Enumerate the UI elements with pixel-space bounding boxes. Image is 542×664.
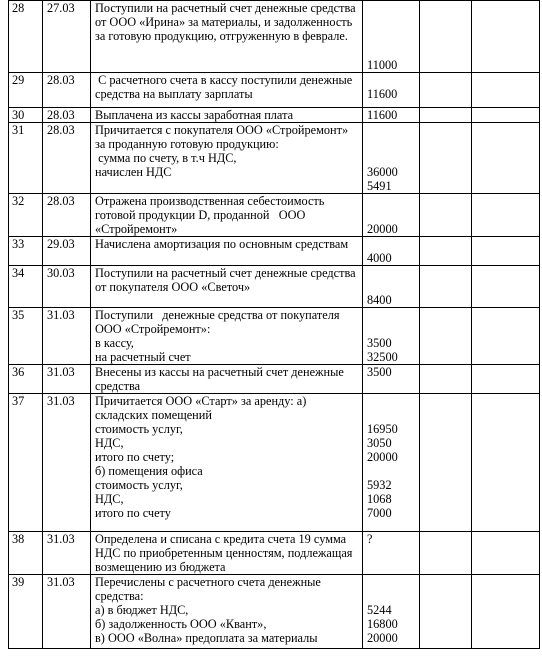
row-number: 28 (9, 1, 43, 73)
amount-line: 20000 (367, 450, 398, 464)
table-row (9, 532, 540, 575)
amount-line (367, 408, 417, 422)
amount-line: 3050 (367, 436, 392, 450)
row-date: 30.03 (43, 266, 91, 308)
row-number: 32 (9, 194, 43, 237)
description-line: Отражена производственная себестоимость готовой продукции D, проданной ООО «Стройремонт» (95, 194, 325, 236)
credit-account-cell[interactable] (472, 73, 540, 108)
row-amount (363, 108, 420, 123)
amount-line (367, 322, 417, 336)
row-number: 38 (9, 532, 43, 575)
description-line: Причитается ООО «Старт» за аренду: а) складских помещений (95, 394, 307, 422)
description-line: а) в бюджет НДС, (95, 603, 189, 617)
debit-account-cell[interactable] (420, 1, 472, 73)
row-date: 31.03 (43, 365, 91, 394)
description-line: Внесены из кассы на расчетный счет денежные средства (95, 365, 344, 393)
description-line: сумма по счету, в т.ч НДС, (95, 151, 237, 165)
description-line: Причитается с покупателя ООО «Стройремонт» за проданную готовую продукцию: (95, 123, 349, 151)
amount-line: 5932 (367, 478, 392, 492)
amount-line: 8400 (367, 293, 392, 307)
description-line: Поступили на расчетный счет денежные средства от покупателя ООО «Светоч» (95, 266, 356, 294)
amount-line: 4000 (367, 251, 392, 265)
description-line: Поступили на расчетный счет денежные средства от ООО «Ирина» за материалы, и задолженность за готовую продукцию, отгруженную в феврале. (95, 1, 356, 43)
row-number: 37 (9, 394, 43, 532)
row-description (91, 575, 363, 649)
debit-account-cell[interactable] (420, 394, 472, 532)
description-line: Выплачена из кассы заработная плата (95, 108, 294, 122)
row-description (91, 108, 363, 123)
debit-account-cell[interactable] (420, 365, 472, 394)
amount-line (367, 394, 417, 408)
row-amount (363, 123, 420, 194)
credit-account-cell[interactable] (472, 108, 540, 123)
table-row (9, 194, 540, 237)
row-amount (363, 394, 420, 532)
amount-line (367, 464, 417, 478)
row-number: 29 (9, 73, 43, 108)
description-line: НДС, (95, 436, 124, 450)
row-description (91, 237, 363, 266)
credit-account-cell[interactable] (472, 575, 540, 649)
row-date: 27.03 (43, 1, 91, 73)
row-number: 39 (9, 575, 43, 649)
description-line: б) задолженность ООО «Квант», (95, 617, 267, 631)
amount-line (367, 123, 417, 137)
amount-line (367, 575, 417, 589)
row-date: 31.03 (43, 575, 91, 649)
credit-account-cell[interactable] (472, 123, 540, 194)
row-date: 31.03 (43, 394, 91, 532)
row-number: 30 (9, 108, 43, 123)
description-line: б) помещения офиса (95, 464, 203, 478)
row-date: 29.03 (43, 237, 91, 266)
table-row (9, 575, 540, 649)
credit-account-cell[interactable] (472, 1, 540, 73)
description-line: Поступили денежные средства от покупателя ООО «Стройремонт»: (95, 308, 340, 336)
table-row (9, 108, 540, 123)
description-line: на расчетный счет (95, 350, 191, 364)
description-line: начислен НДС (95, 165, 172, 179)
row-description (91, 365, 363, 394)
row-description (91, 266, 363, 308)
table-row (9, 237, 540, 266)
amount-line: ? (367, 532, 373, 546)
table-row (9, 394, 540, 532)
debit-account-cell[interactable] (420, 532, 472, 575)
description-line: НДС, (95, 492, 124, 506)
row-date: 28.03 (43, 123, 91, 194)
debit-account-cell[interactable] (420, 108, 472, 123)
amount-line: 32500 (367, 350, 398, 364)
credit-account-cell[interactable] (472, 308, 540, 365)
amount-line (367, 73, 417, 87)
table-row (9, 308, 540, 365)
description-line: в кассу, (95, 336, 134, 350)
amount-line: 3500 (367, 365, 392, 379)
amount-line (367, 237, 417, 251)
amount-line: 3500 (367, 336, 392, 350)
amount-line: 36000 (367, 165, 398, 179)
row-description (91, 394, 363, 532)
journal-table (8, 0, 540, 649)
row-number: 33 (9, 237, 43, 266)
amount-line: 1068 (367, 492, 392, 506)
credit-account-cell[interactable] (472, 365, 540, 394)
description-line: Определена и списана с кредита счета 19 сумма НДС по приобретенным ценностям, подлежащая возмещению из бюджета (95, 532, 353, 574)
description-line: в) ООО «Волна» предоплата за материалы (95, 631, 318, 645)
debit-account-cell[interactable] (420, 575, 472, 649)
credit-account-cell[interactable] (472, 394, 540, 532)
table-row (9, 1, 540, 73)
amount-line: 16800 (367, 617, 398, 631)
description-line: С расчетного счета в кассу поступили денежные средства на выплату зарплаты (95, 73, 353, 101)
row-amount (363, 532, 420, 575)
row-amount (363, 1, 420, 73)
amount-line: 7000 (367, 506, 392, 520)
row-date: 31.03 (43, 308, 91, 365)
amount-line: 11600 (367, 87, 398, 101)
amount-line: 11000 (367, 58, 398, 72)
row-amount (363, 194, 420, 237)
row-description (91, 194, 363, 237)
amount-line (367, 137, 417, 151)
credit-account-cell[interactable] (472, 194, 540, 237)
debit-account-cell[interactable] (420, 194, 472, 237)
row-amount (363, 237, 420, 266)
description-line: Начислена амортизация по основным средствам (95, 237, 349, 251)
description-line: итого по счету; (95, 450, 175, 464)
debit-account-cell[interactable] (420, 237, 472, 266)
debit-account-cell[interactable] (420, 73, 472, 108)
row-number: 36 (9, 365, 43, 394)
row-number: 31 (9, 123, 43, 194)
amount-line (367, 308, 417, 322)
row-description (91, 73, 363, 108)
journal-rows (9, 1, 540, 649)
row-date: 28.03 (43, 73, 91, 108)
table-row (9, 266, 540, 308)
amount-line: 20000 (367, 631, 398, 645)
debit-account-cell[interactable] (420, 308, 472, 365)
credit-account-cell[interactable] (472, 237, 540, 266)
description-line: Перечислены с расчетного счета денежные средства: (95, 575, 321, 603)
row-description (91, 308, 363, 365)
amount-line (367, 589, 417, 603)
debit-account-cell[interactable] (420, 123, 472, 194)
row-description (91, 532, 363, 575)
row-description (91, 1, 363, 73)
row-amount (363, 365, 420, 394)
table-row (9, 73, 540, 108)
debit-account-cell[interactable] (420, 266, 472, 308)
row-number: 34 (9, 266, 43, 308)
row-number: 35 (9, 308, 43, 365)
row-amount (363, 73, 420, 108)
amount-line: 11600 (367, 108, 398, 122)
row-date: 28.03 (43, 108, 91, 123)
row-date: 31.03 (43, 532, 91, 575)
table-row (9, 365, 540, 394)
row-amount (363, 575, 420, 649)
credit-account-cell[interactable] (472, 266, 540, 308)
row-date: 28.03 (43, 194, 91, 237)
amount-line: 16950 (367, 422, 398, 436)
amount-line (367, 151, 417, 165)
row-amount (363, 308, 420, 365)
amount-line: 5244 (367, 603, 392, 617)
credit-account-cell[interactable] (472, 532, 540, 575)
row-description (91, 123, 363, 194)
amount-line: 20000 (367, 222, 398, 236)
description-line: итого по счету (95, 506, 171, 520)
table-row (9, 123, 540, 194)
description-line: стоимость услуг, (95, 422, 183, 436)
amount-line (367, 194, 417, 208)
amount-line (367, 208, 417, 222)
amount-line: 5491 (367, 179, 392, 193)
description-line: стоимость услуг, (95, 478, 183, 492)
row-amount (363, 266, 420, 308)
